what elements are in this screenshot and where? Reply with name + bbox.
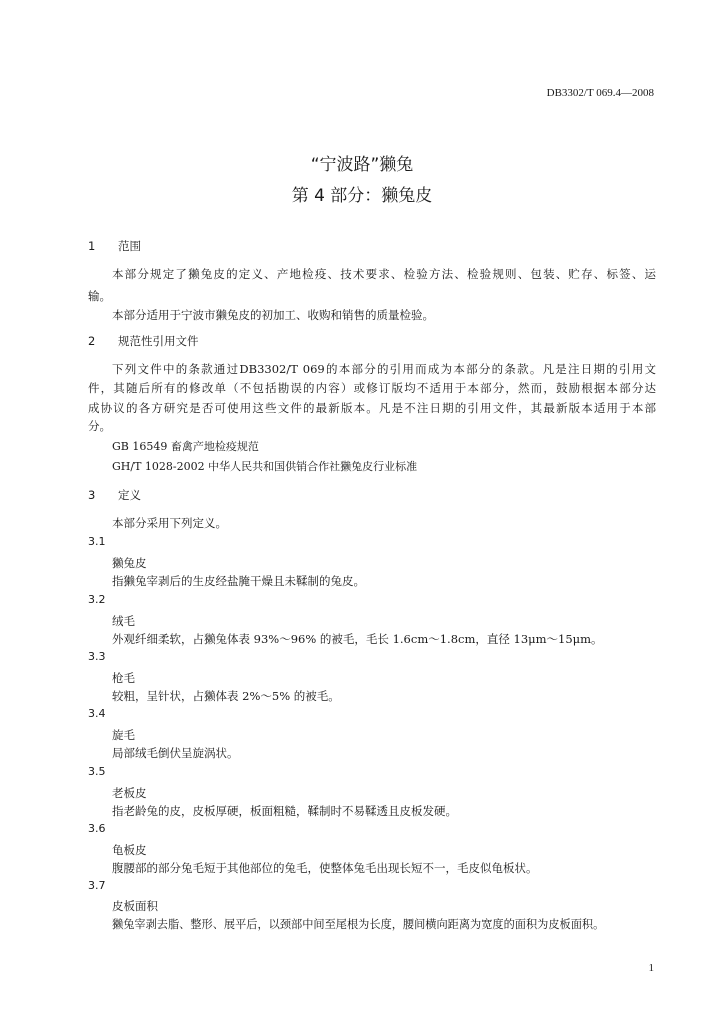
section-heading-scope	[88, 238, 141, 254]
term-definition: 腹腰部的部分兔毛短于其他部位的兔毛，使整体兔毛出现长短不一，毛皮似龟板状。	[112, 861, 538, 875]
paragraph-line: 件，其随后所有的修改单（不包括勘误的内容）或修订版均不适用于本部分，然而，鼓励根据本部分达	[88, 381, 656, 395]
document-number: DB3302/T 069.4—2008	[546, 87, 654, 99]
clause-number: 3.7	[88, 879, 106, 892]
clause-number: 3.4	[88, 707, 106, 720]
section-title: 规范性引用文件	[118, 334, 199, 348]
document-title: “宁波路”獭兔	[310, 155, 414, 175]
page-number: 1	[648, 962, 654, 974]
paragraph-line: 本部分采用下列定义。	[112, 516, 227, 530]
paragraph-line: 成协议的各方研究是否可使用这些文件的最新版本。凡是不注日期的引用文件，其最新版本适用于本部	[88, 401, 656, 415]
paragraph-line: 分。	[88, 419, 111, 433]
paragraph-line: 输。	[88, 289, 111, 303]
term-definition: 局部绒毛倒伏呈旋涡状。	[112, 746, 239, 760]
section-heading-normative-references	[88, 333, 199, 349]
paragraph-line: 本部分规定了獭兔皮的定义、产地检疫、技术要求、检验方法、检验规则、包装、贮存、标签、运	[112, 267, 656, 281]
section-heading-definitions	[88, 487, 141, 503]
term-name: 旋毛	[112, 728, 135, 742]
paragraph-line: 本部分适用于宁波市獭兔皮的初加工、收购和销售的质量检验。	[112, 308, 434, 322]
term-definition: 獭兔宰剥去脂、整形、展平后，以颈部中间至尾根为长度，腰间横向距离为宽度的面积为皮板面积。	[112, 918, 605, 931]
clause-number: 3.1	[88, 535, 106, 548]
section-title: 范围	[118, 239, 141, 253]
section-title: 定义	[118, 488, 141, 502]
term-definition: 较粗，呈针状，占獭体表 2%～5% 的被毛。	[112, 689, 340, 703]
reference-item: GH/T 1028-2002 中华人民共和国供销合作社獭兔皮行业标准	[112, 460, 418, 473]
clause-number: 3.2	[88, 593, 106, 606]
term-definition: 指老龄兔的皮，皮板厚硬，板面粗糙，鞣制时不易鞣透且皮板发硬。	[112, 804, 457, 818]
clause-number: 3.5	[88, 765, 106, 778]
section-number: 2	[88, 334, 96, 348]
term-name: 獭兔皮	[112, 556, 147, 570]
term-name: 老板皮	[112, 786, 147, 800]
term-definition: 外观纤细柔软，占獭兔体表 93%～96% 的被毛，毛长 1.6cm～1.8cm，直径 13μm～15μm。	[112, 632, 603, 646]
clause-number: 3.3	[88, 650, 106, 663]
section-number: 1	[88, 239, 96, 253]
clause-number: 3.6	[88, 822, 106, 835]
document-subtitle: 第 4 部分：獭兔皮	[291, 186, 433, 206]
term-name: 绒毛	[112, 614, 135, 628]
reference-item: GB 16549 畜禽产地检疫规范	[112, 440, 259, 453]
paragraph-line: 下列文件中的条款通过DB3302/T 069的本部分的引用而成为本部分的条款。凡是注日期的引用文	[112, 362, 656, 376]
term-name: 皮板面积	[112, 899, 158, 913]
term-definition: 指獭兔宰剥后的生皮经盐腌干燥且未鞣制的兔皮。	[112, 574, 365, 588]
section-number: 3	[88, 488, 96, 502]
term-name: 枪毛	[112, 671, 135, 685]
term-name: 龟板皮	[112, 843, 147, 857]
